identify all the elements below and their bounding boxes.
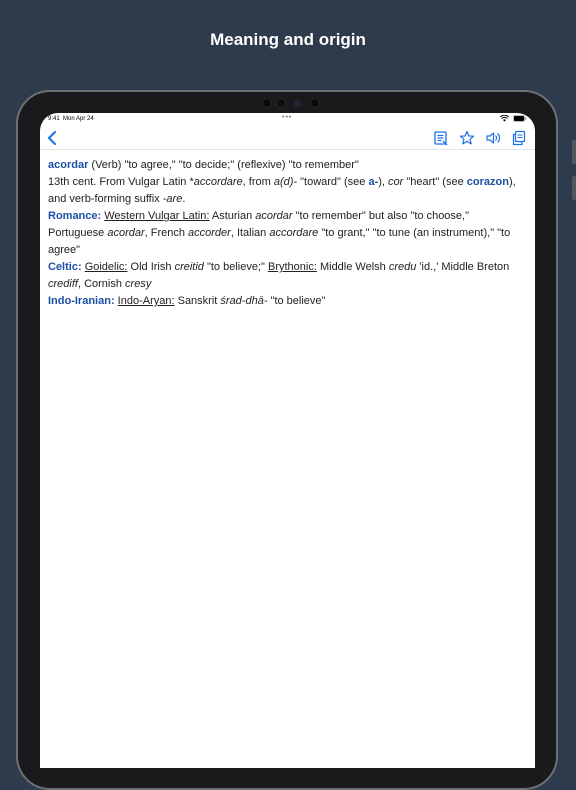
brythonic-group[interactable]: Brythonic: bbox=[267, 261, 317, 273]
romance-group[interactable]: Western Vulgar Latin: bbox=[104, 210, 210, 222]
note-icon[interactable] bbox=[433, 130, 449, 146]
speaker-icon[interactable] bbox=[485, 130, 501, 146]
volume-button bbox=[572, 176, 576, 200]
battery-icon bbox=[513, 115, 527, 122]
sensor-dot bbox=[276, 98, 286, 108]
indo-iranian-label: Indo-Iranian: bbox=[48, 295, 115, 307]
romance-label: Romance: bbox=[48, 210, 102, 222]
camera-lens bbox=[294, 100, 301, 107]
sensor-dot bbox=[262, 98, 272, 108]
camera-bar bbox=[262, 98, 342, 108]
status-time: 9:41 Mon Apr 24 bbox=[48, 116, 94, 122]
part-of-speech: (Verb) bbox=[88, 159, 125, 171]
toolbar-actions bbox=[433, 130, 527, 146]
etymology-paragraph: 13th cent. From Vulgar Latin *accordare, from a(d)- "toward" (see a-), cor "heart" (see corazon), and verb-forming suffix -are. bbox=[48, 176, 516, 205]
indo-iranian-cognates: Indo-Iranian: Indo-Aryan: Sanskrit śrad-dhā- "to believe" bbox=[48, 295, 326, 307]
status-icons bbox=[500, 115, 527, 122]
celtic-cognates: Celtic: Goidelic: Old Irish creitid "to believe;" Brythonic: Middle Welsh credu 'id.,' Middle Breton crediff, Cornish cresy bbox=[48, 261, 510, 290]
star-icon[interactable] bbox=[459, 130, 475, 146]
promo-headline: Meaning and origin bbox=[210, 30, 366, 49]
navigation-bar bbox=[40, 127, 535, 150]
gloss: "to agree," "to decide;" (reflexive) "to remember" bbox=[124, 159, 359, 171]
sensor-dot bbox=[310, 98, 320, 108]
app-screen bbox=[40, 113, 535, 768]
link-a[interactable]: a- bbox=[368, 176, 379, 188]
romance-cognates: Romance: Western Vulgar Latin: Asturian acordar "to remember" but also "to choose," Portuguese acordar, French accorder, Italian accordare "to grant," "to tune (an instrument)," "to agree" bbox=[48, 210, 511, 256]
headword: acordar bbox=[48, 159, 89, 171]
wifi-icon bbox=[500, 115, 509, 122]
volume-button bbox=[572, 140, 576, 164]
copy-icon[interactable] bbox=[511, 130, 527, 146]
multitask-dots[interactable]: ••• bbox=[282, 114, 293, 121]
goidelic-group[interactable]: Goidelic: bbox=[84, 261, 128, 273]
definition-line bbox=[48, 157, 527, 174]
link-corazon[interactable]: corazon bbox=[466, 176, 509, 188]
status-bar bbox=[40, 113, 535, 127]
celtic-label: Celtic: bbox=[48, 261, 82, 273]
chevron-left-icon[interactable] bbox=[46, 130, 60, 146]
entry-content bbox=[40, 150, 535, 310]
indo-aryan-group[interactable]: Indo-Aryan: bbox=[117, 295, 175, 307]
